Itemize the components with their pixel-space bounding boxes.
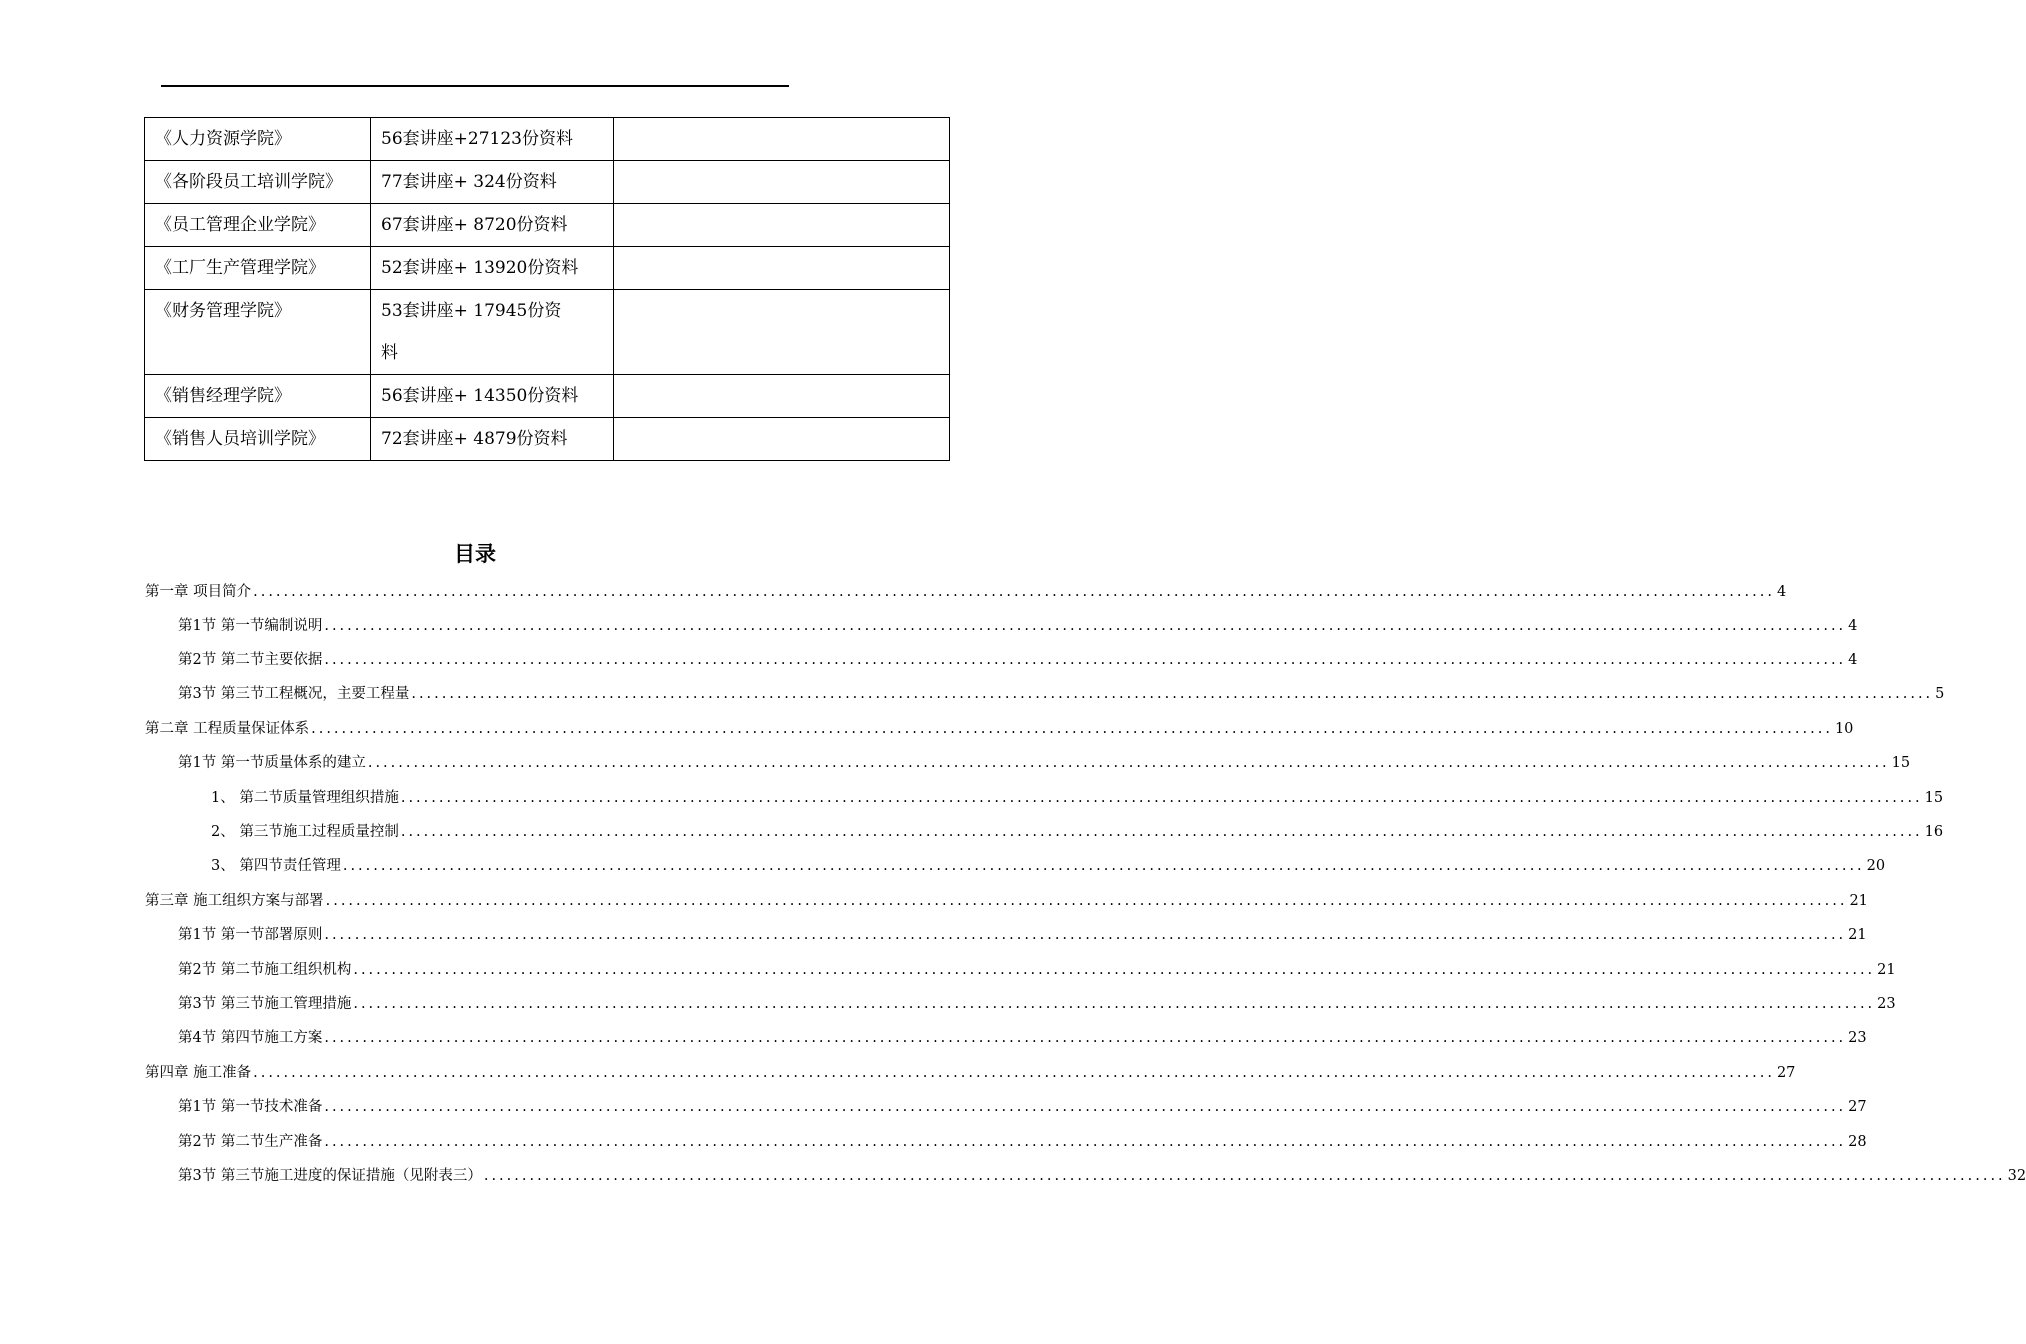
toc-entry-label: 1、 第二节质量管理组织措施: [211, 790, 399, 806]
toc-entry-label: 2、 第三节施工过程质量控制: [211, 824, 399, 840]
toc-entry[interactable]: [145, 1056, 1796, 1090]
dot-leader: ........................................................................................................................................................................................................: [311, 721, 1833, 737]
dot-leader: ........................................................................................................................................................................................................: [324, 1099, 1847, 1115]
table-row: [145, 204, 950, 247]
dot-leader: ........................................................................................................................................................................................................: [483, 1168, 2006, 1184]
table-row: [145, 247, 950, 290]
toc-entry[interactable]: [178, 1125, 1867, 1159]
toc-entry-label: 第一章 项目简介: [145, 584, 252, 600]
toc-entry-label: 3、 第四节责任管理: [211, 858, 341, 874]
dot-leader: ........................................................................................................................................................................................................: [324, 652, 1847, 668]
table-row: [145, 290, 950, 375]
dot-leader: ........................................................................................................................................................................................................: [400, 790, 1923, 806]
dot-leader: ........................................................................................................................................................................................................: [324, 1134, 1847, 1150]
course-content: 67套讲座+ 8720份资料: [371, 204, 614, 247]
toc-entry-label: 第4节 第四节施工方案: [178, 1030, 323, 1046]
toc-entry-label: 第1节 第一节技术准备: [178, 1099, 323, 1115]
toc-entry-page: 16: [1924, 824, 1944, 840]
toc-entry-page: 28: [1848, 1134, 1867, 1150]
toc-entry[interactable]: [178, 746, 1911, 780]
toc-entry-page: 27: [1776, 1065, 1796, 1081]
course-extra: [614, 118, 950, 161]
course-content: 56套讲座+ 14350份资料: [371, 375, 614, 418]
toc-entry-label: 第2节 第二节施工组织机构: [178, 962, 352, 978]
toc-entry-page: 4: [1776, 584, 1787, 600]
dot-leader: ........................................................................................................................................................................................................: [400, 824, 1923, 840]
toc-entry-page: 4: [1848, 618, 1858, 634]
course-content: 77套讲座+ 324份资料: [371, 161, 614, 204]
toc-entry-page: 23: [1877, 996, 1896, 1012]
toc-entry-label: 第1节 第一节部署原则: [178, 927, 323, 943]
toc-entry-label: 第四章 施工准备: [145, 1065, 252, 1081]
toc-entry[interactable]: [145, 575, 1787, 609]
toc-entry[interactable]: [178, 1159, 2026, 1193]
toc-entry-label: 第1节 第一节质量体系的建立: [178, 755, 366, 771]
toc-entry[interactable]: [178, 1090, 1867, 1124]
course-content: 52套讲座+ 13920份资料: [371, 247, 614, 290]
dot-leader: ........................................................................................................................................................................................................: [411, 686, 1934, 702]
dot-leader: ........................................................................................................................................................................................................: [253, 1065, 1775, 1081]
toc-entry[interactable]: [211, 849, 1886, 883]
course-extra: [614, 247, 950, 290]
toc-entry[interactable]: [178, 953, 1896, 987]
table-row: [145, 418, 950, 461]
course-extra: [614, 290, 950, 375]
toc-entry[interactable]: [211, 781, 1944, 815]
toc-entry-label: 第三章 施工组织方案与部署: [145, 893, 324, 909]
toc-entry-label: 第2节 第二节生产准备: [178, 1134, 323, 1150]
toc-title: 目录: [454, 542, 496, 566]
toc-entry[interactable]: [178, 609, 1858, 643]
toc-entry-page: 5: [1935, 686, 1945, 702]
toc-entry[interactable]: [145, 712, 1854, 746]
toc-entry-page: 10: [1834, 721, 1854, 737]
toc-entry-label: 第3节 第三节施工进度的保证措施（见附表三）: [178, 1168, 482, 1184]
course-name: 《各阶段员工培训学院》: [145, 161, 371, 204]
course-content: 72套讲座+ 4879份资料: [371, 418, 614, 461]
toc-entry-page: 21: [1848, 927, 1867, 943]
toc-entry-page: 20: [1866, 858, 1886, 874]
toc-entry-page: 21: [1849, 893, 1868, 909]
dot-leader: ........................................................................................................................................................................................................: [324, 618, 1847, 634]
dot-leader: ........................................................................................................................................................................................................: [353, 962, 1876, 978]
course-table: [144, 117, 950, 461]
course-name: 《销售人员培训学院》: [145, 418, 371, 461]
toc-entry[interactable]: [211, 815, 1944, 849]
course-extra: [614, 204, 950, 247]
dot-leader: ........................................................................................................................................................................................................: [367, 755, 1890, 771]
course-extra: [614, 161, 950, 204]
table-row: [145, 118, 950, 161]
course-extra: [614, 418, 950, 461]
toc-entry-page: 4: [1848, 652, 1858, 668]
course-name: 《员工管理企业学院》: [145, 204, 371, 247]
toc-entry[interactable]: [178, 1021, 1867, 1055]
toc-entry-page: 21: [1877, 962, 1896, 978]
table-row: [145, 375, 950, 418]
toc-entry[interactable]: [178, 987, 1896, 1021]
toc-entry-page: 15: [1891, 755, 1911, 771]
toc-entry-page: 32: [2007, 1168, 2026, 1184]
toc-entry-label: 第2节 第二节主要依据: [178, 652, 323, 668]
dot-leader: ........................................................................................................................................................................................................: [325, 893, 1848, 909]
toc-entry[interactable]: [178, 677, 1945, 711]
course-content: 53套讲座+ 17945份资料: [371, 290, 614, 375]
toc-entry[interactable]: [178, 643, 1858, 677]
course-name: 《人力资源学院》: [145, 118, 371, 161]
course-name: 《销售经理学院》: [145, 375, 371, 418]
toc-entry-label: 第二章 工程质量保证体系: [145, 721, 310, 737]
toc-entry-label: 第3节 第三节工程概况，主要工程量: [178, 686, 410, 702]
toc-entry-label: 第1节 第一节编制说明: [178, 618, 323, 634]
toc-entry-page: 15: [1924, 790, 1944, 806]
toc-entry-page: 27: [1848, 1099, 1867, 1115]
header-rule: [161, 85, 789, 87]
course-content: 56套讲座+27123份资料: [371, 118, 614, 161]
dot-leader: ........................................................................................................................................................................................................: [342, 858, 1865, 874]
toc-entry-label: 第3节 第三节施工管理措施: [178, 996, 352, 1012]
dot-leader: ........................................................................................................................................................................................................: [324, 1030, 1847, 1046]
dot-leader: ........................................................................................................................................................................................................: [253, 584, 1775, 600]
course-name: 《财务管理学院》: [145, 290, 371, 375]
toc-entry-page: 23: [1848, 1030, 1867, 1046]
dot-leader: ........................................................................................................................................................................................................: [353, 996, 1876, 1012]
toc-entry[interactable]: [178, 918, 1867, 952]
table-row: [145, 161, 950, 204]
dot-leader: ........................................................................................................................................................................................................: [324, 927, 1847, 943]
toc-entry[interactable]: [145, 884, 1868, 918]
course-extra: [614, 375, 950, 418]
course-name: 《工厂生产管理学院》: [145, 247, 371, 290]
